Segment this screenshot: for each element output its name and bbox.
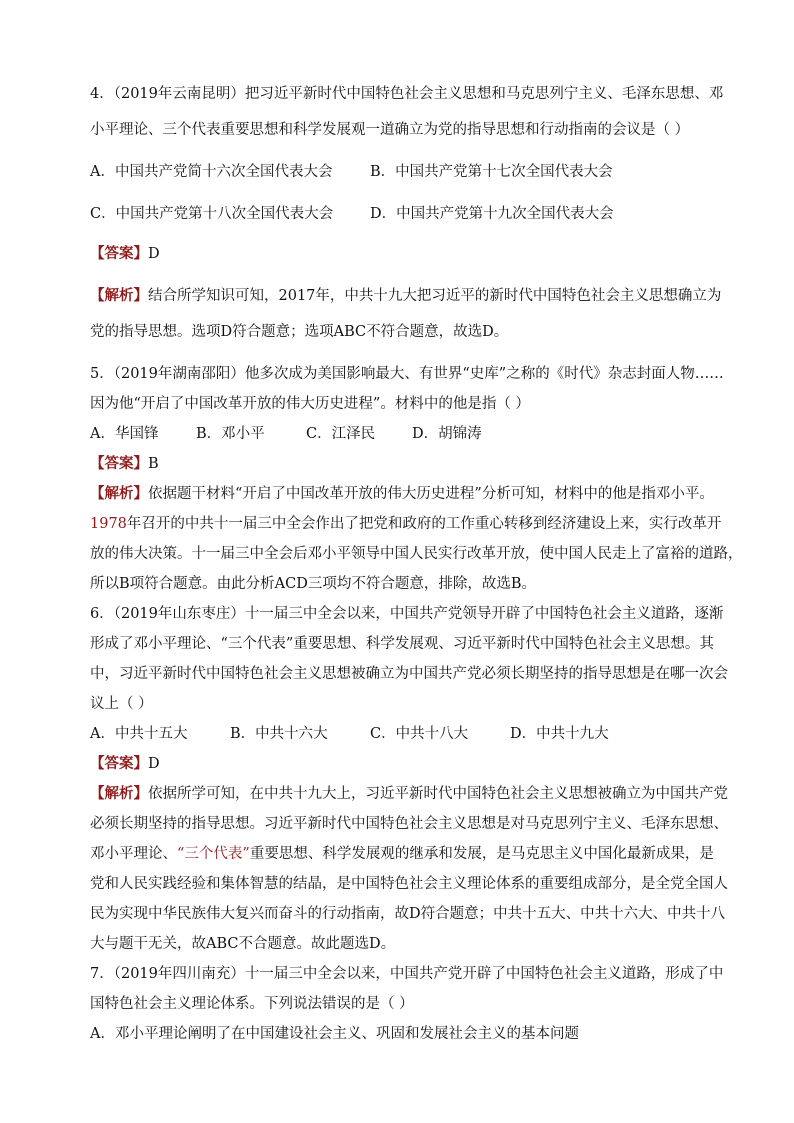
question-6-options [90, 724, 710, 744]
question-4-option-c[interactable]: C．中国共产党第十八次全国代表大会 [90, 206, 334, 222]
question-6-option-b[interactable]: B．中共十六大 [230, 726, 328, 742]
question-6-answer [90, 754, 710, 774]
question-6-option-c[interactable]: C．中共十八大 [370, 726, 469, 742]
question-4-option-d[interactable]: D．中国共产党第十九次全国代表大会 [370, 206, 614, 222]
question-6-line-4: 议上（ ） [90, 696, 153, 712]
question-6-analysis-line-6: 大与题干无关，故ABC不合题意。故此题选D。 [90, 936, 396, 952]
question-4-analysis-line-1 [90, 286, 722, 306]
question-6-analysis-line-2: 必须长期坚持的指导思想。习近平新时代中国特色社会主义思想是对马克思列宁主义、毛泽东思想、 [90, 816, 728, 832]
analysis-text: 重要思想、科学发展观的继承和发展，是马克思主义中国化最新成果，是 [249, 846, 714, 862]
answer-value: D [148, 246, 160, 262]
question-6-line-1: 6．（2019年山东枣庄）十一届三中全会以来，中国共产党领导开辟了中国特色社会主义道路，逐渐 [90, 606, 724, 622]
question-5-analysis-line-4: 所以B项符合题意。由此分析ACD三项均不符合题意，排除，故选B。 [90, 576, 536, 592]
analysis-text: 邓小平理论、 [90, 846, 177, 862]
question-6-analysis-line-4: 党和人民实践经验和集体智慧的结晶，是中国特色社会主义理论体系的重要组成部分，是全党全国人 [90, 876, 728, 892]
question-6-analysis-line-5: 民为实现中华民族伟大复兴而奋斗的行动指南，故D符合题意；中共十五大、中共十六大、中共十八 [90, 906, 726, 922]
answer-value: B [148, 456, 159, 472]
question-5-option-d[interactable]: D．胡锦涛 [412, 426, 482, 442]
analysis-text: 依据题干材料“开启了中国改革开放的伟大历史进程”分析可知，材料中的他是指邓小平。 [148, 486, 714, 502]
question-4-options-row-1 [90, 162, 710, 182]
analysis-text: 依据所学可知，在中共十九大上，习近平新时代中国特色社会主义思想被确立为中国共产党 [148, 786, 728, 802]
answer-label: 【答案】 [90, 755, 148, 772]
question-4-line-2: 小平理论、三个代表重要思想和科学发展观一道确立为党的指导思想和行动指南的会议是（ ） [90, 122, 690, 138]
question-5-analysis-line-1 [90, 484, 714, 504]
question-4-options-row-2 [90, 204, 710, 224]
question-5-line-1: 5．（2019年湖南邵阳）他多次成为美国影响最大、有世界“史库”之称的《时代》杂志封面人物…… [90, 366, 724, 382]
question-7-line-2: 国特色社会主义理论体系。下列说法错误的是（ ） [90, 996, 414, 1012]
question-6-option-d[interactable]: D．中共十九大 [510, 726, 609, 742]
analysis-label: 【解析】 [90, 485, 148, 502]
question-6-line-2: 形成了邓小平理论、“三个代表”重要思想、科学发展观、习近平新时代中国特色社会主义思想。其 [90, 636, 714, 652]
question-4-option-b[interactable]: B．中国共产党第十七次全国代表大会 [370, 164, 613, 180]
answer-label: 【答案】 [90, 245, 148, 262]
answer-label: 【答案】 [90, 455, 148, 472]
question-6-line-3: 中，习近平新时代中国特色社会主义思想被确立为中国共产党必须长期坚持的指导思想是在哪一次会 [90, 666, 728, 682]
question-7-line-1: 7．（2019年四川南充）十一届三中全会以来，中国共产党开辟了中国特色社会主义道路，形成了中 [90, 966, 724, 982]
analysis-label: 【解析】 [90, 287, 148, 304]
analysis-text: 年召开的中共十一届三中全会作出了把党和政府的工作重心转移到经济建设上来，实行改革开 [126, 516, 722, 532]
question-6-analysis-line-3 [90, 844, 714, 864]
question-4-analysis-line-2: 党的指导思想。选项D符合题意；选项ABC不符合题意，故选D。 [90, 324, 509, 340]
answer-value: D [148, 756, 160, 772]
question-5-options [90, 424, 710, 444]
question-5-answer [90, 454, 710, 474]
question-5-option-a[interactable]: A．华国锋 [90, 426, 159, 442]
question-5-option-b[interactable]: B．邓小平 [196, 426, 265, 442]
analysis-text: 结合所学知识可知，2017年，中共十九大把习近平的新时代中国特色社会主义思想确立为 [148, 288, 722, 304]
question-6-analysis-line-1 [90, 784, 728, 804]
question-5-analysis-line-2 [90, 514, 722, 534]
year-text: 1978 [90, 516, 127, 532]
question-5-option-c[interactable]: C．江泽民 [306, 426, 376, 442]
question-5-line-2: 因为他“开启了中国改革开放的伟大历史进程”。材料中的他是指（ ） [90, 396, 530, 412]
question-5-analysis-line-3: 放的伟大决策。十一届三中全会后邓小平领导中国人民实行改革开放，使中国人民走上了富裕的道路， [90, 546, 743, 562]
question-4-line-1: 4．（2019年云南昆明）把习近平新时代中国特色社会主义思想和马克思列宁主义、毛泽东思想、邓 [90, 86, 724, 102]
analysis-label: 【解析】 [90, 785, 148, 802]
question-4-answer [90, 244, 710, 264]
question-7-option-a[interactable]: A．邓小平理论阐明了在中国建设社会主义、巩固和发展社会主义的基本问题 [90, 1026, 579, 1042]
document-page [90, 76, 743, 1044]
question-4-option-a[interactable]: A．中国共产党简十六次全国代表大会 [90, 164, 333, 180]
question-6-option-a[interactable]: A．中共十五大 [90, 726, 188, 742]
highlighted-text: “三个代表” [177, 846, 250, 862]
